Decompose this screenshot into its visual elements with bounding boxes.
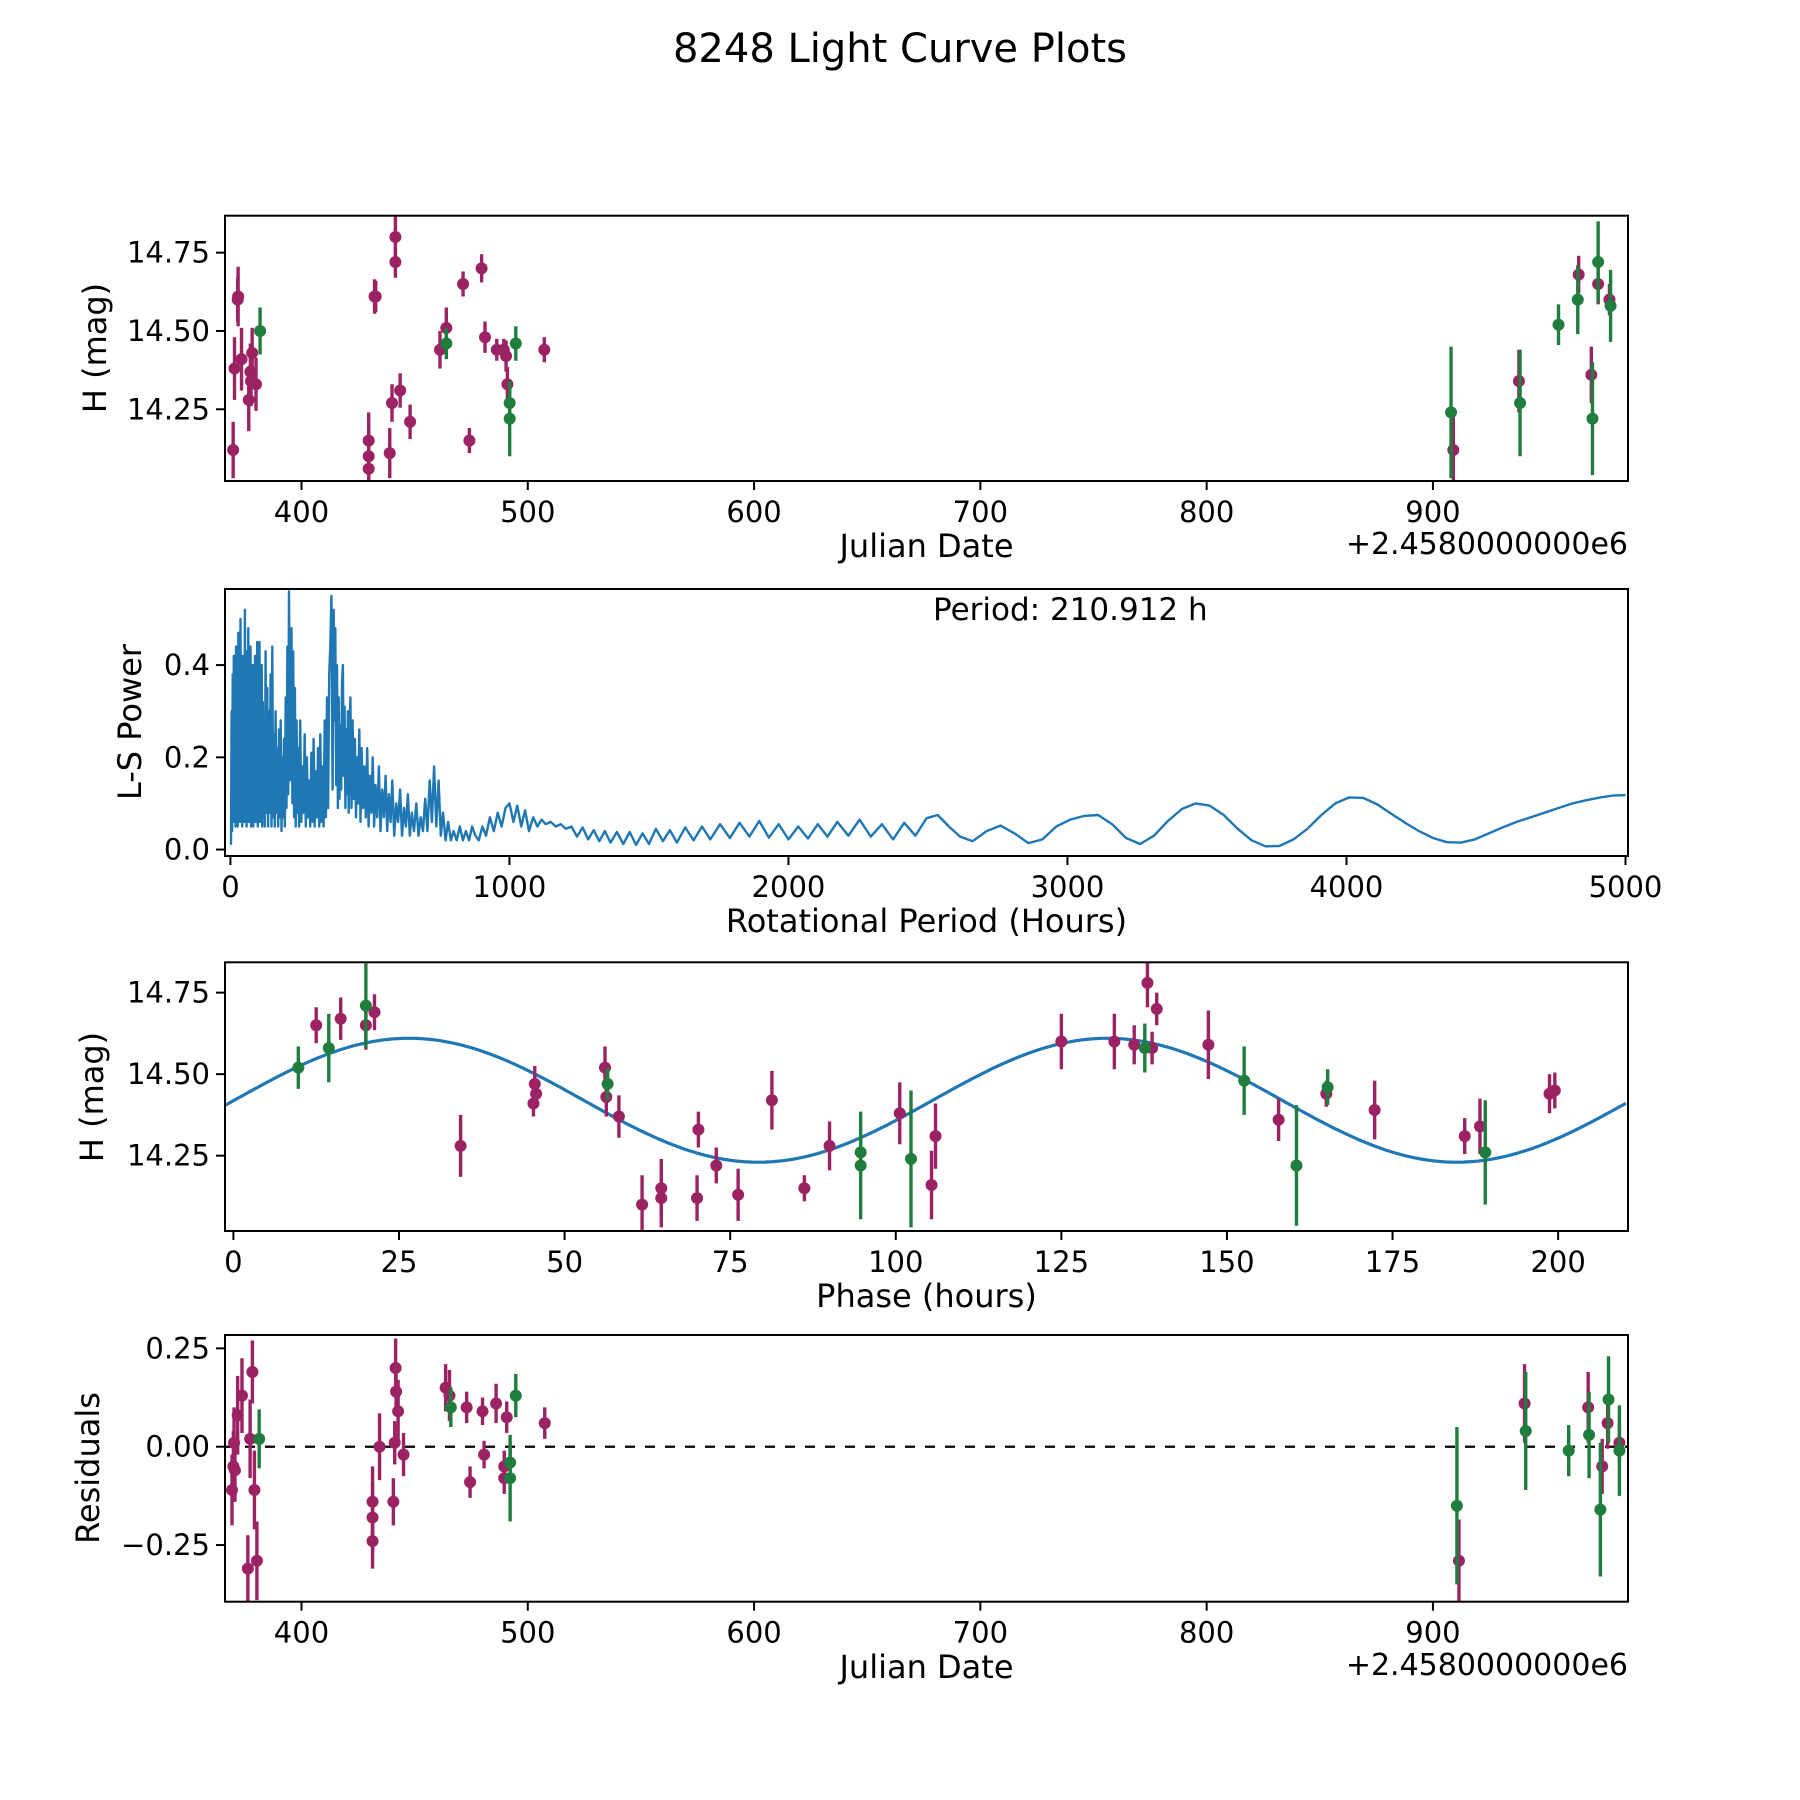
data-point — [1369, 1104, 1381, 1116]
data-point — [310, 1019, 322, 1031]
x-tick-label: 900 — [1405, 1615, 1461, 1650]
y-tick-label: 0.0 — [163, 832, 210, 867]
x-tick-label: 700 — [952, 495, 1009, 529]
data-point — [732, 1189, 744, 1201]
data-point — [363, 463, 375, 475]
x-tick-label: 2000 — [751, 870, 826, 904]
data-point — [1596, 1460, 1608, 1472]
data-point — [894, 1107, 906, 1119]
data-point — [855, 1159, 867, 1171]
data-point — [930, 1130, 942, 1142]
x-tick-label: 400 — [273, 1615, 330, 1650]
axes-frame — [225, 1335, 1628, 1602]
data-point — [227, 444, 239, 456]
ax3-xlabel: Phase (hours) — [816, 1277, 1037, 1315]
data-point — [392, 1405, 404, 1417]
data-point — [246, 347, 258, 359]
data-point — [440, 337, 452, 349]
y-tick-label: 14.50 — [126, 313, 210, 348]
x-tick-label: 5000 — [1588, 870, 1663, 904]
data-point — [248, 1484, 260, 1496]
data-point — [323, 1042, 335, 1054]
magenta-points — [226, 1339, 1625, 1602]
ax4-xlabel: Julian Date — [839, 1648, 1014, 1686]
x-tick-label: 25 — [380, 1245, 418, 1279]
x-tick-label: 4000 — [1309, 870, 1384, 904]
green-points — [253, 1356, 1625, 1584]
data-point — [501, 378, 513, 390]
data-point — [1553, 319, 1565, 331]
x-tick-label: 0 — [221, 870, 240, 904]
x-tick-label: 900 — [1405, 495, 1461, 529]
period-annotation: Period: 210.912 h — [933, 592, 1208, 628]
data-point — [292, 1062, 304, 1074]
data-point — [501, 1411, 513, 1423]
data-point — [490, 1397, 502, 1409]
data-point — [404, 416, 416, 428]
x-tick-label: 0 — [224, 1245, 243, 1279]
data-point — [1451, 1500, 1463, 1512]
x-tick-label: 125 — [1033, 1245, 1090, 1279]
x-tick-label: 600 — [726, 495, 782, 529]
data-point — [766, 1094, 778, 1106]
data-point — [1603, 1394, 1615, 1406]
data-point — [500, 350, 512, 362]
data-point — [798, 1182, 810, 1194]
data-point — [1447, 444, 1459, 456]
data-point — [1479, 1146, 1491, 1158]
data-point — [226, 1484, 238, 1496]
data-point — [1613, 1445, 1625, 1457]
data-point — [236, 1390, 248, 1402]
axes-periodogram — [164, 589, 1663, 904]
data-point — [394, 384, 406, 396]
data-point — [710, 1159, 722, 1171]
x-tick-label: 75 — [711, 1245, 749, 1279]
periodogram-curve — [231, 591, 1626, 846]
data-point — [692, 1124, 704, 1136]
data-point — [242, 1563, 254, 1575]
data-point — [691, 1192, 703, 1204]
data-point — [250, 378, 262, 390]
x-tick-label: 600 — [726, 1615, 782, 1650]
data-point — [1514, 397, 1526, 409]
data-point — [510, 337, 522, 349]
y-tick-label: 14.25 — [126, 392, 210, 427]
data-point — [636, 1199, 648, 1211]
ax2-ylabel: L-S Power — [111, 643, 149, 801]
data-point — [1572, 294, 1584, 306]
axes-frame — [225, 962, 1628, 1231]
data-point — [370, 291, 382, 303]
data-point — [538, 344, 550, 356]
data-point — [1549, 1084, 1561, 1096]
data-point — [464, 1476, 476, 1488]
x-tick-label: 175 — [1364, 1245, 1421, 1279]
data-point — [390, 1386, 402, 1398]
ax3-ylabel: H (mag) — [73, 1031, 111, 1163]
y-tick-label: −0.25 — [121, 1528, 210, 1563]
figure-title: 8248 Light Curve Plots — [672, 26, 1127, 72]
x-tick-label: 100 — [868, 1245, 924, 1279]
green-points — [254, 221, 1617, 478]
data-point — [461, 1401, 473, 1413]
y-tick-label: 14.75 — [126, 235, 210, 270]
axes-residuals-jd — [121, 1331, 1628, 1649]
data-point — [530, 1088, 542, 1100]
x-tick-label: 700 — [952, 1615, 1009, 1650]
data-point — [389, 231, 401, 243]
data-point — [374, 1441, 386, 1453]
data-point — [602, 1078, 614, 1090]
x-tick-label: 200 — [1530, 1245, 1586, 1279]
data-point — [1139, 1042, 1151, 1054]
data-point — [398, 1449, 410, 1461]
data-point — [824, 1140, 836, 1152]
data-point — [477, 1405, 489, 1417]
data-point — [479, 331, 491, 343]
data-point — [254, 325, 266, 337]
x-tick-label: 1000 — [472, 870, 547, 904]
data-point — [905, 1153, 917, 1165]
data-point — [457, 278, 469, 290]
data-point — [1445, 406, 1457, 418]
x-tick-label: 800 — [1178, 1615, 1235, 1650]
data-point — [539, 1417, 551, 1429]
green-points — [292, 963, 1491, 1227]
data-point — [463, 435, 475, 447]
y-tick-label: 14.75 — [126, 975, 210, 1010]
data-point — [613, 1111, 625, 1123]
x-tick-label: 50 — [546, 1245, 584, 1279]
ax1-xlabel: Julian Date — [839, 527, 1014, 565]
data-point — [1151, 1003, 1163, 1015]
data-point — [253, 1433, 265, 1445]
data-point — [384, 447, 396, 459]
x-tick-label: 500 — [500, 495, 556, 529]
data-point — [655, 1192, 667, 1204]
y-tick-label: 0.2 — [163, 740, 210, 775]
data-point — [1583, 1429, 1595, 1441]
x-tick-label: 3000 — [1030, 870, 1105, 904]
data-point — [1605, 300, 1617, 312]
x-tick-label: 150 — [1199, 1245, 1255, 1279]
data-point — [335, 1013, 347, 1025]
data-point — [1141, 977, 1153, 989]
ax4-ylabel: Residuals — [69, 1392, 107, 1544]
data-point — [504, 1472, 516, 1484]
magenta-points — [227, 216, 1615, 481]
ax1-ylabel: H (mag) — [76, 282, 114, 414]
ax4-x-offset-label: +2.4580000000e6 — [1345, 1648, 1628, 1683]
data-point — [476, 262, 488, 274]
data-point — [1592, 256, 1604, 268]
y-tick-label: 14.25 — [126, 1138, 210, 1173]
data-point — [1108, 1036, 1120, 1048]
y-tick-label: 0.4 — [163, 648, 210, 683]
data-point — [1290, 1159, 1302, 1171]
sinusoidal-fit-curve — [225, 1038, 1626, 1162]
axes-lightcurve-jd — [127, 216, 1628, 529]
ax2-xlabel: Rotational Period (Hours) — [725, 902, 1128, 940]
x-tick-label: 400 — [273, 495, 330, 529]
ax1-x-offset-label: +2.4580000000e6 — [1345, 527, 1628, 562]
data-point — [1563, 1445, 1575, 1457]
data-point — [1273, 1114, 1285, 1126]
data-point — [510, 1390, 522, 1402]
data-point — [246, 1366, 258, 1378]
data-point — [478, 1449, 490, 1461]
y-tick-label: 0.25 — [145, 1331, 210, 1366]
data-point — [1459, 1130, 1471, 1142]
data-point — [1202, 1039, 1214, 1051]
data-point — [387, 1496, 399, 1508]
data-point — [455, 1140, 467, 1152]
data-point — [232, 294, 244, 306]
data-point — [926, 1179, 938, 1191]
data-point — [360, 1000, 372, 1012]
data-point — [1594, 1504, 1606, 1516]
data-point — [386, 397, 398, 409]
axes-phase-curve — [127, 962, 1628, 1279]
data-point — [504, 413, 516, 425]
data-point — [367, 1535, 379, 1547]
data-point — [236, 353, 248, 365]
y-tick-label: 0.00 — [145, 1429, 210, 1464]
data-point — [1128, 1039, 1140, 1051]
data-point — [389, 1437, 401, 1449]
y-tick-label: 14.50 — [126, 1057, 210, 1092]
data-point — [1238, 1075, 1250, 1087]
x-tick-label: 500 — [500, 1615, 556, 1650]
data-point — [251, 1555, 263, 1567]
data-point — [445, 1401, 457, 1413]
data-point — [1055, 1036, 1067, 1048]
data-point — [1586, 413, 1598, 425]
x-tick-label: 800 — [1178, 495, 1235, 529]
data-point — [1322, 1081, 1334, 1093]
data-point — [1453, 1555, 1465, 1567]
magenta-points — [310, 962, 1561, 1231]
data-point — [389, 256, 401, 268]
data-point — [1520, 1425, 1532, 1437]
